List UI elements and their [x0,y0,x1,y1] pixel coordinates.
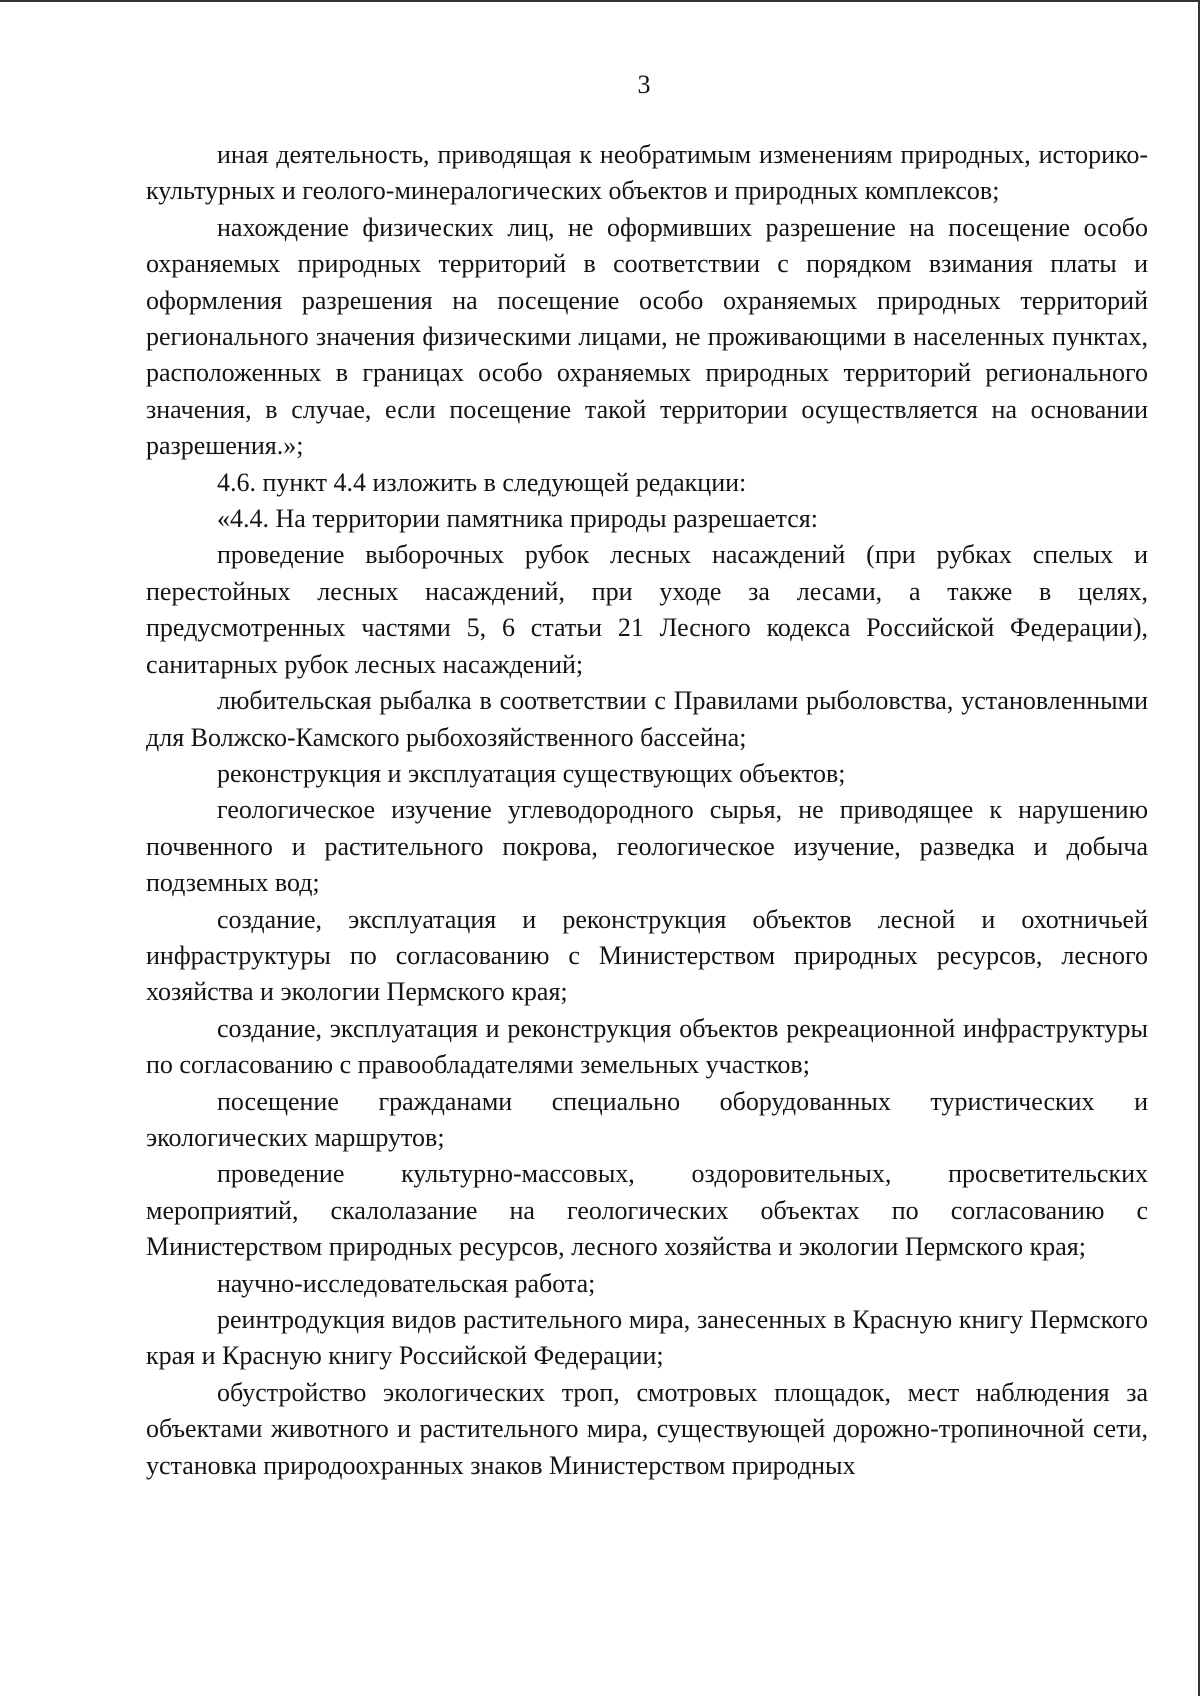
paragraph-amateur-fishing: любительская рыбалка в соответствии с Правилами рыболовства, установленными для Волжско-Камского рыбохозяйственного бассейна; [146,686,1148,752]
paragraph-clause-4-6: 4.6. пункт 4.4 изложить в следующей редакции: [217,467,747,497]
paragraph-geological-study: геологическое изучение углеводородного сырья, не приводящее к нарушению почвенного и растительного покрова, геологическое изучение, разведка и добыча подземных вод; [146,795,1148,898]
paragraph-visitors-without-permit: нахождение физических лиц, не оформивших разрешение на посещение особо охраняемых природных территорий в соответствии с порядком взимания платы и оформления разрешения на посещение особо охраняемых природных территорий регионального значения физическими лицами, не проживающими в населенных пунктах, расположенных в границах особо охраняемых природных территорий регионального значения, в случае, если посещение такой территории осуществляется на основании разрешения.»; [146,212,1148,461]
paragraph-reconstruction: реконструкция и эксплуатация существующих объектов; [217,758,846,788]
page-number: 3 [637,70,651,99]
paragraph-selective-logging: проведение выборочных рубок лесных насаждений (при рубках спелых и перестойных лесных насаждений, при уходе за лесами, а также в целях, предусмотренных частями 5, 6 статьи 21 Лесного кодекса Российской Федерации), санитарных рубок лесных насаждений; [146,540,1148,679]
paragraph-forest-hunting-infrastructure: создание, эксплуатация и реконструкция объектов лесной и охотничьей инфраструктуры по согласованию с Министерством природных ресурсов, лесного хозяйства и экологии Пермского края; [146,904,1148,1007]
paragraph-irreversible-activity: иная деятельность, приводящая к необратимым изменениям природных, историко-культурных и геолого-минералогических объектов и природных комплексов; [146,140,1148,206]
paragraph-research: научно-исследовательская работа; [217,1268,596,1298]
paragraph-eco-trails: обустройство экологических троп, смотровых площадок, мест наблюдения за объектами животного и растительного мира, существующей дорожно-тропиночной сети, установка природоохранных знаков Министерством природных [146,1377,1148,1480]
paragraph-clause-4-4-heading: «4.4. На территории памятника природы разрешается: [217,504,818,534]
paragraph-recreational-infrastructure: создание, эксплуатация и реконструкция объектов рекреационной инфраструктуры по согласованию с правообладателями земельных участков; [146,1013,1148,1080]
paragraph-cultural-events: проведение культурно-массовых, оздоровительных, просветительских мероприятий, скалолазание на геологических объектах по согласованию с Министерством природных ресурсов, лесного хозяйства и экологии Пермского края; [146,1159,1148,1262]
paragraph-tourist-routes: посещение гражданами специально оборудованных туристических и экологических маршрутов; [146,1086,1148,1152]
paragraph-reintroduction: реинтродукция видов растительного мира, занесенных в Красную книгу Пермского края и Красную книгу Российской Федерации; [146,1305,1148,1371]
document-body [146,137,1148,1484]
